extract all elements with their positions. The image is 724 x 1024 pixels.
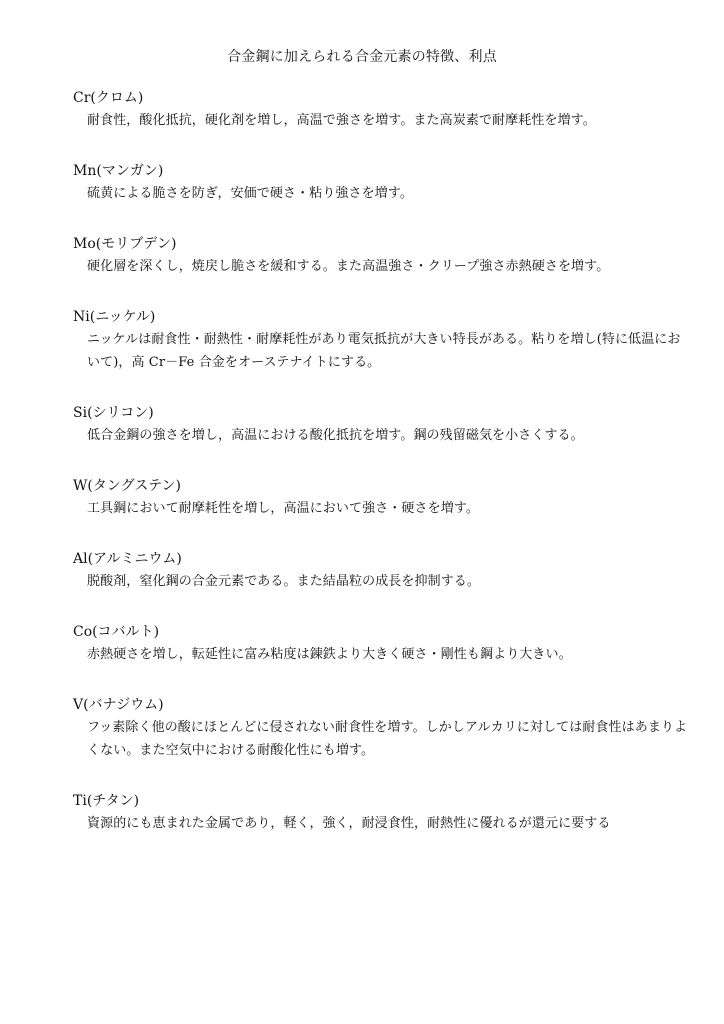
element-entry-mn	[73, 161, 693, 205]
element-description: 耐食性，酸化抵抗，硬化剤を増し，高温で強さを増す。また高炭素で耐摩耗性を増す。	[87, 113, 596, 128]
element-list	[73, 88, 693, 864]
element-description: 工具鋼において耐摩耗性を増し，高温において強さ・硬さを増す。	[87, 501, 479, 516]
element-description: 赤熱硬さを増し，転延性に富み粘度は錬鉄より大きく硬さ・剛性も鋼より大きい。	[87, 647, 572, 662]
element-name: Si(シリコン)	[73, 405, 154, 421]
element-name: Mn(マンガン)	[73, 163, 164, 179]
element-description: 硬化層を深くし，焼戻し脆さを緩和する。また高温強さ・クリープ強さ赤熱硬さを増す。	[87, 259, 610, 274]
element-description: 資源的にも恵まれた金属であり，軽く，強く，耐浸食性，耐熱性に優れるが還元に要する	[87, 816, 611, 831]
element-name: Ni(ニッケル)	[73, 309, 156, 325]
element-entry-ti	[73, 791, 693, 835]
element-description: 脱酸剤，窒化鋼の合金元素である。また結晶粒の成長を抑制する。	[87, 574, 481, 589]
element-name: Al(アルミニウム)	[73, 551, 182, 567]
element-name: V(バナジウム)	[73, 697, 164, 713]
element-entry-mo	[73, 234, 693, 278]
element-name: W(タングステン)	[73, 478, 181, 494]
document-title: 合金鋼に加えられる合金元素の特徴、利点	[227, 49, 497, 65]
element-entry-ni	[73, 307, 693, 374]
element-entry-w	[73, 476, 693, 520]
element-entry-al	[73, 549, 693, 593]
element-entry-cr	[73, 88, 693, 132]
element-name: Ti(チタン)	[73, 793, 140, 809]
element-name: Mo(モリブデン)	[73, 236, 177, 252]
element-description: フッ素除く他の酸にほとんどに侵されない耐食性を増す。しかしアルカリに対しては耐食性はあまりよくない。また空気中における耐酸化性にも増す。	[87, 720, 688, 758]
element-description: 硫黄による脆さを防ぎ，安価で硬さ・粘り強さを増す。	[87, 186, 413, 201]
element-description: ニッケルは耐食性・耐熱性・耐摩耗性があり電気抵抗が大きい特長がある。粘りを増し(特に低温において)，高 Cr－Fe 合金をオーステナイトにする。	[87, 332, 681, 370]
element-entry-v	[73, 695, 693, 762]
element-name: Cr(クロム)	[73, 90, 144, 106]
element-name: Co(コバルト)	[73, 624, 160, 640]
element-entry-co	[73, 622, 693, 666]
element-description: 低合金鋼の強さを増し，高温における酸化抵抗を増す。鋼の残留磁気を小さくする。	[87, 428, 584, 443]
element-entry-si	[73, 403, 693, 447]
